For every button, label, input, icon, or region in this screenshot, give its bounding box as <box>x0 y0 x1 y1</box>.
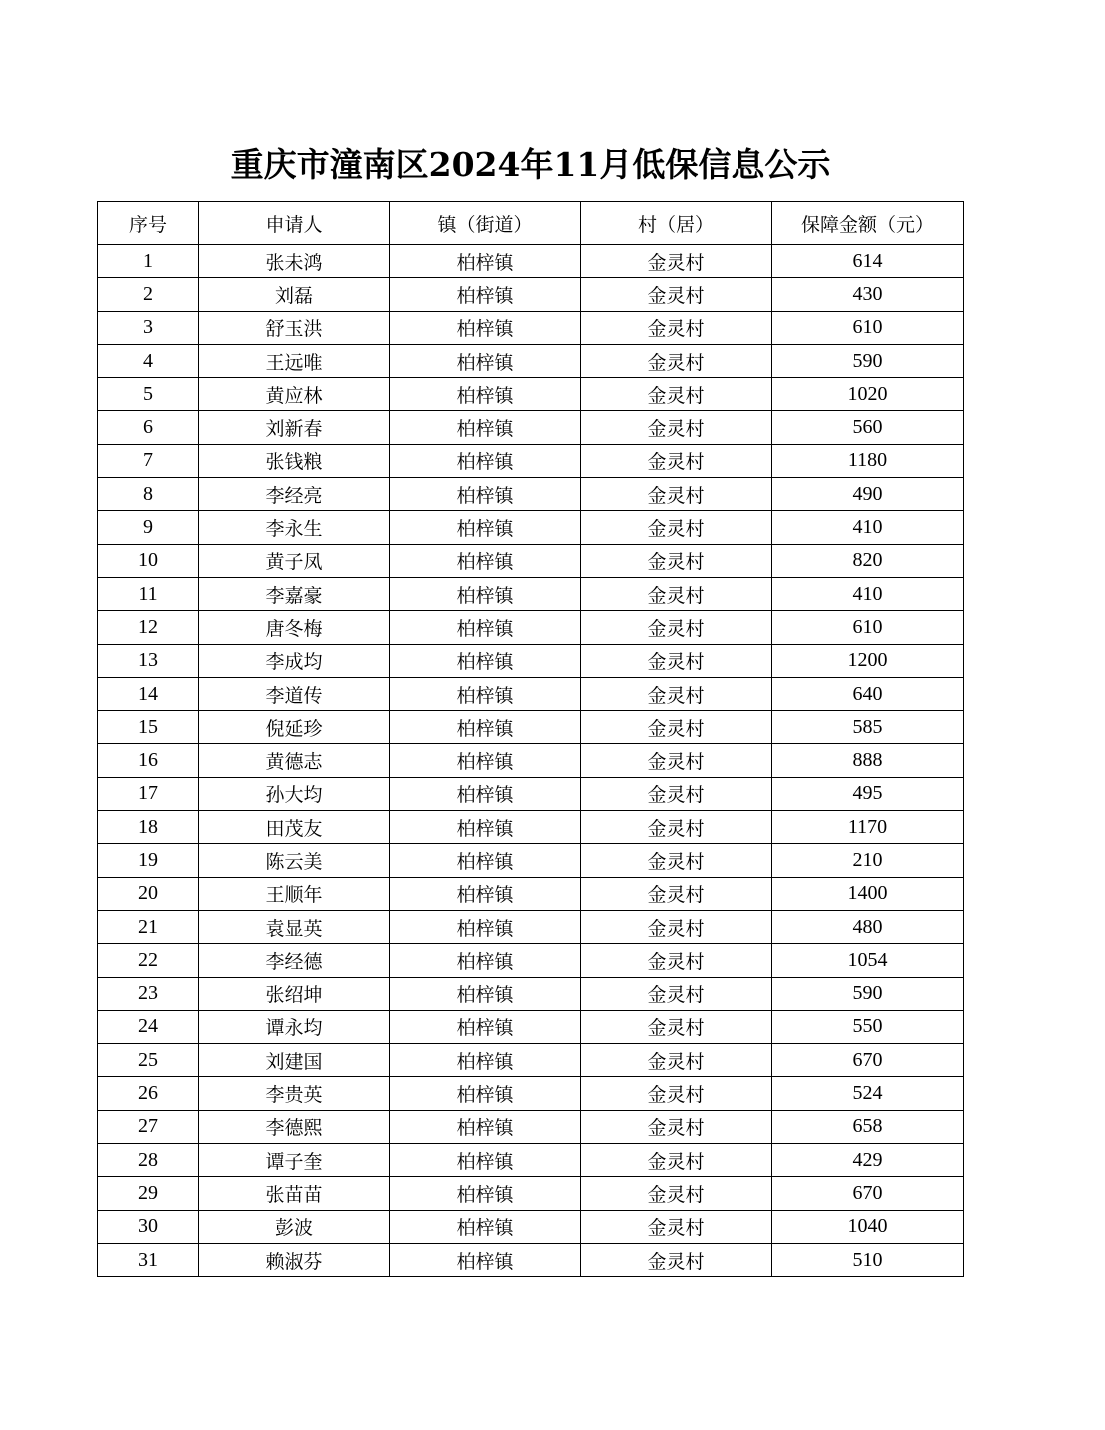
cell-serial-number: 15 <box>98 711 199 744</box>
cell-serial-number: 27 <box>98 1110 199 1143</box>
table-row <box>98 245 964 278</box>
cell-town: 柏梓镇 <box>390 444 581 477</box>
cell-applicant: 唐冬梅 <box>199 611 390 644</box>
cell-applicant: 王顺年 <box>199 877 390 910</box>
cell-amount: 1180 <box>772 444 964 477</box>
header-town: 镇（街道） <box>390 202 581 245</box>
table-row <box>98 511 964 544</box>
cell-applicant: 张未鸿 <box>199 245 390 278</box>
table-row <box>98 278 964 311</box>
assistance-table <box>97 201 964 1277</box>
cell-village: 金灵村 <box>581 478 772 511</box>
cell-village: 金灵村 <box>581 444 772 477</box>
table-row <box>98 444 964 477</box>
table-row <box>98 1177 964 1210</box>
cell-applicant: 谭子奎 <box>199 1144 390 1177</box>
cell-serial-number: 23 <box>98 977 199 1010</box>
table-row <box>98 877 964 910</box>
cell-serial-number: 2 <box>98 278 199 311</box>
cell-applicant: 倪延珍 <box>199 711 390 744</box>
cell-applicant: 李贵英 <box>199 1077 390 1110</box>
cell-town: 柏梓镇 <box>390 1177 581 1210</box>
cell-serial-number: 16 <box>98 744 199 777</box>
table-row <box>98 944 964 977</box>
cell-village: 金灵村 <box>581 811 772 844</box>
cell-serial-number: 13 <box>98 644 199 677</box>
cell-town: 柏梓镇 <box>390 511 581 544</box>
cell-town: 柏梓镇 <box>390 1110 581 1143</box>
cell-applicant: 黄德志 <box>199 744 390 777</box>
cell-applicant: 李道传 <box>199 677 390 710</box>
cell-amount: 585 <box>772 711 964 744</box>
cell-applicant: 李嘉豪 <box>199 577 390 610</box>
cell-applicant: 田茂友 <box>199 811 390 844</box>
cell-amount: 430 <box>772 278 964 311</box>
cell-village: 金灵村 <box>581 711 772 744</box>
cell-village: 金灵村 <box>581 777 772 810</box>
cell-town: 柏梓镇 <box>390 711 581 744</box>
cell-town: 柏梓镇 <box>390 577 581 610</box>
table-row <box>98 1144 964 1177</box>
table-row <box>98 677 964 710</box>
cell-applicant: 李经德 <box>199 944 390 977</box>
cell-town: 柏梓镇 <box>390 1144 581 1177</box>
cell-applicant: 李永生 <box>199 511 390 544</box>
cell-amount: 670 <box>772 1044 964 1077</box>
cell-amount: 490 <box>772 478 964 511</box>
cell-applicant: 刘磊 <box>199 278 390 311</box>
cell-village: 金灵村 <box>581 1243 772 1276</box>
cell-applicant: 彭波 <box>199 1210 390 1243</box>
cell-village: 金灵村 <box>581 411 772 444</box>
cell-amount: 1020 <box>772 378 964 411</box>
table-row <box>98 644 964 677</box>
cell-village: 金灵村 <box>581 511 772 544</box>
cell-town: 柏梓镇 <box>390 278 581 311</box>
cell-applicant: 张钱粮 <box>199 444 390 477</box>
cell-town: 柏梓镇 <box>390 877 581 910</box>
cell-amount: 1170 <box>772 811 964 844</box>
cell-serial-number: 31 <box>98 1243 199 1276</box>
cell-serial-number: 28 <box>98 1144 199 1177</box>
cell-town: 柏梓镇 <box>390 1044 581 1077</box>
cell-village: 金灵村 <box>581 311 772 344</box>
cell-town: 柏梓镇 <box>390 811 581 844</box>
cell-village: 金灵村 <box>581 877 772 910</box>
cell-village: 金灵村 <box>581 278 772 311</box>
cell-village: 金灵村 <box>581 611 772 644</box>
cell-serial-number: 20 <box>98 877 199 910</box>
cell-applicant: 王远唯 <box>199 344 390 377</box>
cell-amount: 550 <box>772 1010 964 1043</box>
cell-amount: 614 <box>772 245 964 278</box>
cell-serial-number: 29 <box>98 1177 199 1210</box>
cell-amount: 590 <box>772 344 964 377</box>
table-row <box>98 611 964 644</box>
cell-village: 金灵村 <box>581 1077 772 1110</box>
table-row <box>98 811 964 844</box>
cell-amount: 1054 <box>772 944 964 977</box>
cell-town: 柏梓镇 <box>390 245 581 278</box>
cell-town: 柏梓镇 <box>390 677 581 710</box>
cell-serial-number: 8 <box>98 478 199 511</box>
cell-town: 柏梓镇 <box>390 777 581 810</box>
cell-amount: 610 <box>772 611 964 644</box>
cell-village: 金灵村 <box>581 744 772 777</box>
cell-town: 柏梓镇 <box>390 1243 581 1276</box>
cell-serial-number: 25 <box>98 1044 199 1077</box>
cell-amount: 590 <box>772 977 964 1010</box>
cell-applicant: 刘新春 <box>199 411 390 444</box>
cell-serial-number: 12 <box>98 611 199 644</box>
cell-serial-number: 30 <box>98 1210 199 1243</box>
table-row <box>98 1210 964 1243</box>
cell-town: 柏梓镇 <box>390 378 581 411</box>
cell-town: 柏梓镇 <box>390 944 581 977</box>
cell-amount: 560 <box>772 411 964 444</box>
cell-village: 金灵村 <box>581 844 772 877</box>
cell-serial-number: 11 <box>98 577 199 610</box>
cell-town: 柏梓镇 <box>390 1010 581 1043</box>
cell-town: 柏梓镇 <box>390 1077 581 1110</box>
table-row <box>98 777 964 810</box>
cell-amount: 888 <box>772 744 964 777</box>
cell-village: 金灵村 <box>581 944 772 977</box>
table-row <box>98 844 964 877</box>
header-applicant: 申请人 <box>199 202 390 245</box>
cell-amount: 670 <box>772 1177 964 1210</box>
table-row <box>98 311 964 344</box>
cell-amount: 640 <box>772 677 964 710</box>
cell-village: 金灵村 <box>581 677 772 710</box>
cell-village: 金灵村 <box>581 644 772 677</box>
cell-town: 柏梓镇 <box>390 744 581 777</box>
table-row <box>98 1010 964 1043</box>
header-village: 村（居） <box>581 202 772 245</box>
cell-serial-number: 24 <box>98 1010 199 1043</box>
page-title: 重庆市潼南区2024年11月低保信息公示 <box>230 145 831 184</box>
table-row <box>98 1110 964 1143</box>
table-row <box>98 744 964 777</box>
cell-serial-number: 22 <box>98 944 199 977</box>
cell-village: 金灵村 <box>581 1210 772 1243</box>
cell-town: 柏梓镇 <box>390 478 581 511</box>
table-row <box>98 478 964 511</box>
header-amount: 保障金额（元） <box>772 202 964 245</box>
cell-serial-number: 21 <box>98 910 199 943</box>
cell-town: 柏梓镇 <box>390 844 581 877</box>
cell-town: 柏梓镇 <box>390 611 581 644</box>
cell-serial-number: 17 <box>98 777 199 810</box>
cell-village: 金灵村 <box>581 378 772 411</box>
cell-village: 金灵村 <box>581 910 772 943</box>
cell-applicant: 黄子凤 <box>199 544 390 577</box>
cell-village: 金灵村 <box>581 1010 772 1043</box>
cell-applicant: 孙大均 <box>199 777 390 810</box>
table-row <box>98 344 964 377</box>
cell-serial-number: 26 <box>98 1077 199 1110</box>
table-row <box>98 577 964 610</box>
cell-applicant: 张苗苗 <box>199 1177 390 1210</box>
cell-town: 柏梓镇 <box>390 544 581 577</box>
cell-amount: 410 <box>772 577 964 610</box>
cell-amount: 410 <box>772 511 964 544</box>
cell-amount: 658 <box>772 1110 964 1143</box>
table-row <box>98 1077 964 1110</box>
cell-applicant: 陈云美 <box>199 844 390 877</box>
cell-town: 柏梓镇 <box>390 910 581 943</box>
table-body <box>98 245 964 1277</box>
cell-town: 柏梓镇 <box>390 344 581 377</box>
cell-village: 金灵村 <box>581 977 772 1010</box>
cell-town: 柏梓镇 <box>390 311 581 344</box>
cell-serial-number: 1 <box>98 245 199 278</box>
cell-applicant: 张绍坤 <box>199 977 390 1010</box>
cell-serial-number: 10 <box>98 544 199 577</box>
cell-amount: 1200 <box>772 644 964 677</box>
cell-village: 金灵村 <box>581 245 772 278</box>
cell-amount: 429 <box>772 1144 964 1177</box>
cell-village: 金灵村 <box>581 1044 772 1077</box>
cell-amount: 480 <box>772 910 964 943</box>
cell-village: 金灵村 <box>581 1110 772 1143</box>
cell-village: 金灵村 <box>581 1144 772 1177</box>
table-row <box>98 711 964 744</box>
table-row <box>98 910 964 943</box>
cell-serial-number: 18 <box>98 811 199 844</box>
cell-serial-number: 19 <box>98 844 199 877</box>
cell-applicant: 舒玉洪 <box>199 311 390 344</box>
table-row <box>98 977 964 1010</box>
cell-village: 金灵村 <box>581 577 772 610</box>
cell-amount: 820 <box>772 544 964 577</box>
table-row <box>98 1243 964 1276</box>
cell-town: 柏梓镇 <box>390 411 581 444</box>
cell-amount: 495 <box>772 777 964 810</box>
cell-applicant: 李经亮 <box>199 478 390 511</box>
table-row <box>98 378 964 411</box>
cell-applicant: 李德熙 <box>199 1110 390 1143</box>
cell-serial-number: 4 <box>98 344 199 377</box>
cell-village: 金灵村 <box>581 1177 772 1210</box>
table-row <box>98 1044 964 1077</box>
cell-village: 金灵村 <box>581 544 772 577</box>
cell-amount: 524 <box>772 1077 964 1110</box>
cell-amount: 210 <box>772 844 964 877</box>
cell-serial-number: 7 <box>98 444 199 477</box>
cell-applicant: 袁显英 <box>199 910 390 943</box>
cell-serial-number: 6 <box>98 411 199 444</box>
cell-amount: 510 <box>772 1243 964 1276</box>
cell-serial-number: 3 <box>98 311 199 344</box>
table-header-row <box>98 202 964 245</box>
cell-serial-number: 9 <box>98 511 199 544</box>
cell-applicant: 赖淑芬 <box>199 1243 390 1276</box>
cell-town: 柏梓镇 <box>390 977 581 1010</box>
cell-serial-number: 5 <box>98 378 199 411</box>
cell-applicant: 刘建国 <box>199 1044 390 1077</box>
cell-applicant: 黄应林 <box>199 378 390 411</box>
table-row <box>98 411 964 444</box>
cell-applicant: 谭永均 <box>199 1010 390 1043</box>
cell-applicant: 李成均 <box>199 644 390 677</box>
cell-town: 柏梓镇 <box>390 1210 581 1243</box>
cell-amount: 610 <box>772 311 964 344</box>
table-row <box>98 544 964 577</box>
cell-town: 柏梓镇 <box>390 644 581 677</box>
header-serial-number: 序号 <box>98 202 199 245</box>
cell-serial-number: 14 <box>98 677 199 710</box>
cell-amount: 1040 <box>772 1210 964 1243</box>
cell-amount: 1400 <box>772 877 964 910</box>
cell-village: 金灵村 <box>581 344 772 377</box>
